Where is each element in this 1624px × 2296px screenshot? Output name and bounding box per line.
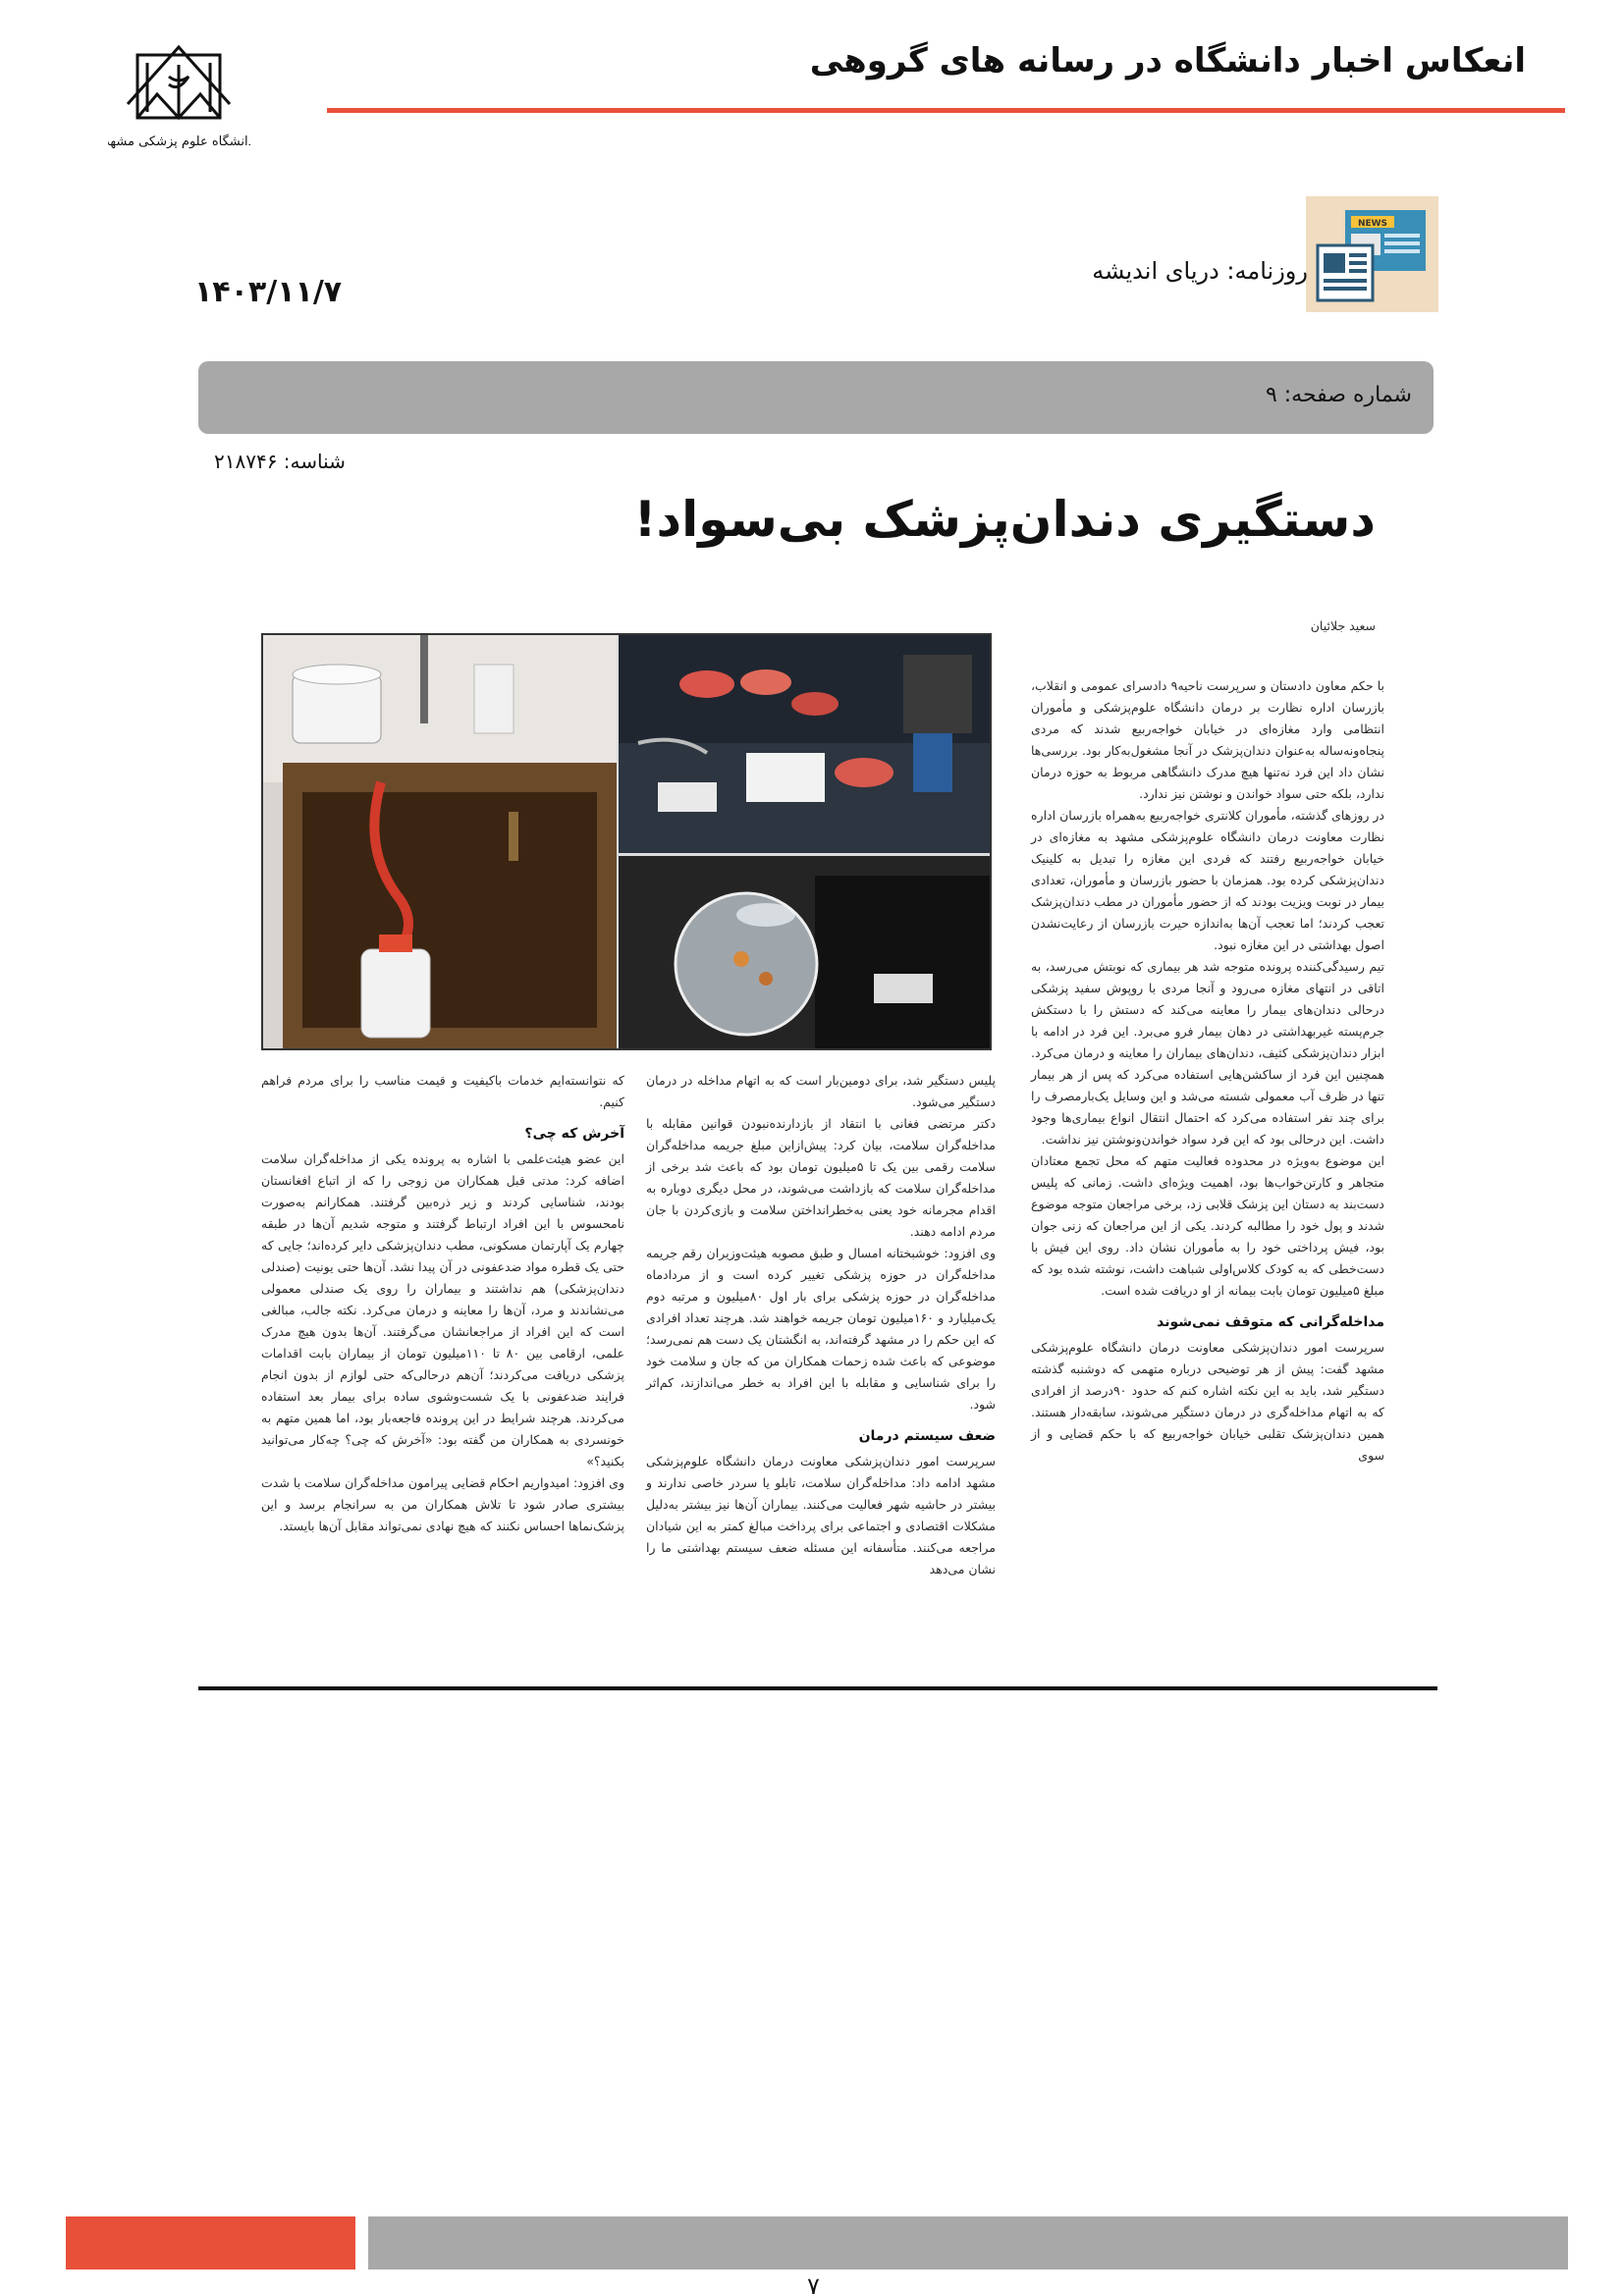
col3-paragraph: این عضو هیئت‌علمی با اشاره به پرونده یکی از مداخله‌گران سلامت اضافه کرد: مدتی قبل همکاران من زوجی را که از اتباع افغانستان بودند، شناسایی کردند و زیر ذره‌بین گرفتند. همکارانم به‌صورت نامحسوس با این افراد ارتباط گرفتند و متوجه شدیم آن‌ها در طبقه چهارم یک آپارتمان مسکونی، مطب دندان‌پزشکی دایر کرده‌اند؛ جایی که حتی یک قطره مواد ضدعفونی در آن پیدا نشد. آن‌ها حتی یونیت (صندلی دندان‌پزشکی) هم نداشتند و بیماران را روی یک صندلی معمولی می‌نشاندند و مرد، آن‌ها را معاینه و درمان می‌کرد. نکته جالب، مبالغی است که این افراد از مراجعانشان می‌گرفتند. آن‌ها بدون هیچ مدرک علمی، ارقامی بین ۸۰ تا ۱۱۰میلیون تومان از بیماران بابت اقدامات پزشکی دریافت می‌کردند؛ آن‌هم درحالی‌که حتی لوازم از بدون انجام فرایند ضدعفونی با یک شست‌وشوی ساده برای بیمار بعد استفاده می‌کردند. هرچند شرایط در این پرونده فاجعه‌بار بود، اما همین متهم به خونسردی به همکاران من گفته بود: «آخرش که چی؟ چه‌کار می‌توانید بکنید؟» <box>261 1151 625 1468</box>
article-id: شناسه: ۲۱۸۷۴۶ <box>214 450 346 473</box>
article-column-3 <box>261 1070 624 1659</box>
article-photos <box>261 633 992 1050</box>
col3-subheading: آخرش که چی؟ <box>524 1126 624 1142</box>
newspaper-icon <box>1306 196 1438 312</box>
page-number-label: شماره صفحه: ۹ <box>1265 383 1412 407</box>
photo-bowl <box>619 856 990 1048</box>
col2-subheading: ضعف سیستم درمان <box>858 1428 996 1444</box>
col2-paragraph: سرپرست امور دندان‌پزشکی معاونت درمان دانشگاه علوم‌پزشکی مشهد ادامه داد: مداخله‌گران سلامت، تابلو یا سردر خاصی ندارند و بیشتر در حاشیه شهر فعالیت می‌کنند. بیماران آن‌ها نیز بیشتر به‌دلیل مشکلات اقتصادی و اجتماعی برای پرداخت مبالغ کمتر به این شیادان مراجعه می‌کنند. متأسفانه این مسئله ضعف سیستم بهداشتی ما را نشان می‌دهد <box>646 1454 996 1576</box>
logo-caption: دانشگاه علوم پزشکی مشهد <box>108 134 250 149</box>
col3-paragraph: وی افزود: امیدواریم احکام قضایی پیرامون مداخله‌گران سلامت با شدت بیشتری صادر شود تا تلاش همکاران من به سرانجام برسد و این پزشک‌نماها احساس نکنند که هیچ نهادی نمی‌تواند مقابل آن‌ها بایستد. <box>261 1475 624 1533</box>
publish-date: ۱۴۰۳/۱۱/۷ <box>194 275 343 309</box>
col2-paragraph: پلیس دستگیر شد، برای دومین‌بار است که به اتهام مداخله در درمان دستگیر می‌شود. <box>646 1073 996 1109</box>
col1-paragraph: تیم رسیدگی‌کننده پرونده متوجه شد هر بیماری که نوبتش می‌رسد، به اتاقی در انتهای مغازه می‌رود و آنجا مردی با روپوش سفید پزشکی درحالی دندان‌های بیمار را معاینه می‌کند که دستش را با دستکش جرم‌پسته غیربهداشتی در دهان بیمار فرو می‌برد. این فرد در ادامه با ابزار دندان‌پزشکی کثیف، دندان‌های بیماران را معاینه و درمان می‌کرد. همچنین این فرد از ساکشن‌هایی استفاده می‌کرد که پس از هر بیمار تنها در ظرف آب معمولی شسته می‌شد و این وسایل یک‌بارمصرف را برای چند نفر استفاده می‌کرد که احتمال انتقال انواع بیماری‌ها وجود داشت. این درحالی بود که این فرد سواد خواندن‌ونوشتن نیز نداشت. <box>1031 959 1384 1147</box>
col1-paragraph: سرپرست امور دندان‌پزشکی معاونت درمان دانشگاه علوم‌پزشکی مشهد گفت: پیش از هر توضیحی درباره متهمی که دوشنبه گذشته دستگیر شد، باید به این نکته اشاره کنم که حدود ۹۰درصد از افرادی که به اتهام مداخله‌گری در درمان دستگیر می‌شوند، سابقه‌دار هستند. همین دندان‌پزشک تقلبی خیابان خواجه‌ربیع که با حکم قضایی و از سوی <box>1031 1340 1384 1463</box>
page-number: ۷ <box>807 2272 820 2296</box>
svg-text:NEWS: NEWS <box>1357 219 1388 229</box>
photo-cabinet <box>263 635 617 1048</box>
university-emblem-icon <box>108 35 250 163</box>
footer-accent-bar <box>66 2216 355 2269</box>
col1-paragraph: با حکم معاون دادستان و سرپرست ناحیه۹ دادسرای عمومی و انقلاب، بازرسان اداره نظارت بر درمان دانشگاه علوم‌پزشکی و مأموران انتظامی وارد مغازه‌ای در خیابان خواجه‌ربیع شدند که مردی پنجاه‌ونه‌ساله به‌عنوان دندان‌پزشک در آنجا مشغول‌به‌کار بود. بررسی‌ها نشان داد این فرد نه‌تنها هیچ مدرک دانشگاهی مربوط به حوزه درمان ندارد، بلکه حتی سواد خواندن و نوشتن نیز ندارد. <box>1031 678 1384 801</box>
col2-paragraph: وی افزود: خوشبختانه امسال و طبق مصوبه هیئت‌وزیران رقم جریمه مداخله‌گران در حوزه پزشکی تغییر کرده است و از مردادماه مداخله‌گران در حوزه پزشکی برای بار اول ۸۰میلیون و مرتبه دوم یک‌میلیارد و ۱۶۰میلیون تومان جریمه خواهند شد. هرچند تعداد افرادی که این حکم را در مشهد گرفته‌اند، به انگشتان یک دست هم نمی‌رسد؛ موضوعی که باعث شده زحمات همکاران من که جان و سلامت خود را برای شناسایی و مقابله با این افراد به خطر می‌اندازند، کم‌اثر شود. <box>646 1246 997 1412</box>
article-headline: دستگیری دندان‌پزشک بی‌سواد! <box>633 491 1376 548</box>
article-author: سعید جلائیان <box>1310 618 1376 633</box>
col1-paragraph: در روزهای گذشته، مأموران کلانتری خواجه‌ربیع به‌همراه بازرسان اداره نظارت معاونت درمان دانشگاه علوم‌پزشکی مشهد به مغازه‌ای در خیابان خواجه‌ربیع رفتند که فردی این مغازه را تبدیل به کلینیک دندان‌پزشکی کرده بود. همزمان با حضور بازرسان و مأموران، تعدادی بیمار در نوبت ویزیت بودند که از حضور مأموران در مطب دندان‌پزشک تعجب کردند؛ اما تعجب آن‌ها به‌اندازه حیرت بازرسان از رعایت‌نشدن اصول بهداشتی در این مغازه نبود. <box>1031 808 1384 952</box>
col3-paragraph: که نتوانسته‌ایم خدمات باکیفیت و قیمت مناسب را برای مردم فراهم کنیم. <box>261 1073 624 1109</box>
newspaper-name: روزنامه: دریای اندیشه <box>1092 257 1308 285</box>
article-column-2 <box>646 1070 996 1659</box>
page-info-bar <box>198 361 1434 434</box>
col1-subheading: مداخله‌گرانی که متوقف نمی‌شوند <box>1157 1314 1384 1330</box>
col1-paragraph: این موضوع به‌ویژه در محدوده فعالیت متهم که محل تجمع معتادان متجاهر و کارتن‌خواب‌ها بود، اهمیت ویژه‌ای داشت. زمانی که پلیس دست‌بند به دستان این پزشک قلابی زد، برخی مراجعان متوجه موضوع شدند و پول خود را مطالبه کردند. یکی از این مراجعان که زنی جوان بود، فیش پرداختی خود را به مأموران نشان داد. روی این فیش با دست‌خطی که به کودک کلاس‌اولی شباهت داشت، نوشته شده بود که مبلغ ۵میلیون تومان بابت بیمانه از او دریافت شده است. <box>1031 1153 1384 1298</box>
photo-dental-molds <box>619 635 990 853</box>
article-column-1 <box>1031 675 1384 1657</box>
article-bottom-divider <box>198 1686 1437 1690</box>
col2-paragraph: دکتر مرتضی فغانی با انتقاد از بازدارنده‌نبودن قوانین مقابله با مداخله‌گران سلامت، بیان کرد: پیش‌ازاین مبلغ جریمه مداخله‌گران سلامت رقمی بین یک تا ۵میلیون تومان بود که باعث شد برخی از مداخله‌گران سلامت که بازداشت می‌شوند، در محل دیگری دوباره به اقدام مجرمانه خود یعنی به‌خطرانداختن سلامت و بازی‌کردن با جان مردم ادامه دهند. <box>646 1116 996 1239</box>
footer-bar <box>368 2216 1568 2269</box>
report-title: انعکاس اخبار دانشگاه در رسانه های گروهی <box>809 41 1526 80</box>
header-divider <box>327 108 1565 113</box>
